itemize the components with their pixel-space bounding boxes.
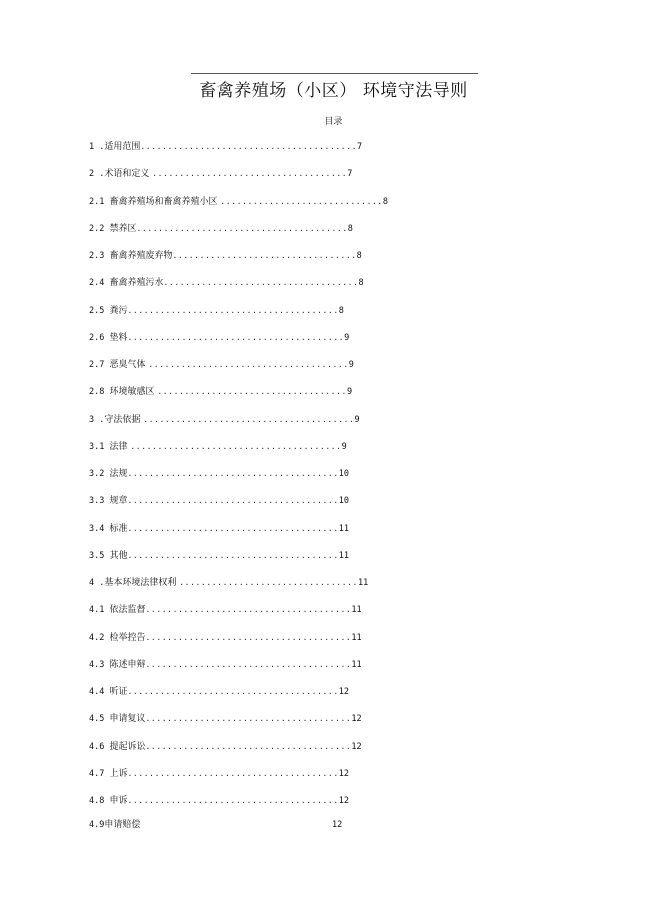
table-of-contents bbox=[89, 141, 388, 822]
toc-entry-number: 4.9 bbox=[89, 820, 105, 830]
toc-heading: 目录 bbox=[324, 117, 343, 127]
toc-entry-number: 4.6 bbox=[89, 741, 110, 752]
toc-entry-page: 12 bbox=[332, 820, 343, 830]
toc-entry bbox=[89, 523, 388, 550]
toc-entry-number: 4.7 bbox=[89, 768, 110, 779]
document-title: 畜禽养殖场（小区） 环境守法导则 bbox=[199, 81, 468, 101]
toc-entry-number: 3.1 bbox=[89, 441, 110, 452]
toc-entry-number: 2.4 bbox=[89, 278, 110, 289]
toc-entry-page: 8 bbox=[358, 278, 364, 289]
toc-entry-leader: .................................... bbox=[152, 169, 348, 179]
toc-entry-page: 9 bbox=[341, 441, 347, 452]
toc-entry-label: 检举控告 bbox=[109, 632, 146, 643]
toc-entry-number: 4.5 bbox=[89, 714, 110, 725]
toc-entry-label: 依法监督 bbox=[109, 605, 146, 616]
toc-entry-page: 12 bbox=[338, 687, 349, 697]
toc-entry-number: 2.5 bbox=[89, 305, 110, 316]
toc-entry-label: 法律 bbox=[109, 441, 131, 452]
toc-entry-label: 申请复议 bbox=[109, 714, 146, 725]
toc-entry-label: 恶臭气体 bbox=[109, 360, 149, 370]
toc-entry-page: 11 bbox=[351, 632, 362, 643]
toc-entry-leader: ....................................... bbox=[130, 441, 342, 451]
toc-entry-page: 11 bbox=[351, 659, 362, 670]
toc-entry bbox=[89, 495, 388, 522]
toc-entry-leader: ........................................ bbox=[127, 332, 345, 342]
toc-entry-number: 2.3 bbox=[89, 251, 110, 261]
toc-entry-page: 12 bbox=[338, 768, 349, 779]
toc-entry-page: 12 bbox=[338, 796, 349, 806]
toc-entry-page: 9 bbox=[344, 332, 350, 343]
toc-entry-page: 10 bbox=[338, 496, 349, 507]
toc-entry bbox=[89, 441, 388, 468]
toc-entry-leader: .................................. bbox=[172, 251, 357, 260]
toc-entry-number: 2.2 bbox=[89, 223, 110, 234]
toc-entry-page: 9 bbox=[346, 387, 353, 398]
toc-entry-leader: ....................................... bbox=[127, 550, 339, 560]
toc-entry-leader: ...................................... bbox=[145, 605, 352, 615]
toc-entry-number: 4.4 bbox=[89, 687, 110, 697]
toc-entry bbox=[89, 550, 388, 577]
toc-entry-leader: ....................................... bbox=[127, 523, 339, 533]
toc-entry-number: 3.4 bbox=[89, 523, 110, 534]
toc-entry bbox=[89, 632, 388, 659]
toc-entry-label: 环境敏感区 bbox=[109, 387, 158, 398]
toc-entry-number: 2 . bbox=[89, 169, 105, 180]
toc-entry bbox=[89, 686, 388, 713]
toc-entry-page: 11 bbox=[351, 605, 362, 616]
toc-entry-number: 3.2 bbox=[89, 469, 110, 479]
toc-entry-label: 畜禽养殖废弃物 bbox=[109, 251, 173, 261]
toc-entry-leader: .............................. bbox=[220, 196, 383, 206]
toc-entry bbox=[89, 141, 388, 168]
toc-entry-page: 11 bbox=[338, 523, 349, 534]
toc-entry-page: 8 bbox=[347, 223, 353, 234]
toc-entry-number: 2.7 bbox=[89, 360, 110, 370]
toc-entry-page: 11 bbox=[357, 578, 369, 588]
toc-entry bbox=[89, 168, 388, 195]
toc-entry-leader: ...................................... bbox=[145, 632, 352, 642]
toc-entry bbox=[89, 414, 388, 441]
toc-entry-leader: ....................................... bbox=[143, 414, 355, 424]
toc-entry-leader: ...................................... bbox=[145, 741, 352, 751]
toc-entry-leader: ..................................... bbox=[148, 360, 349, 369]
toc-entry bbox=[89, 713, 388, 740]
toc-entry-number: 4.3 bbox=[89, 659, 110, 670]
toc-entry-label: 申请赔偿 bbox=[104, 820, 141, 830]
toc-entry-label: 法规 bbox=[109, 469, 128, 479]
toc-entry-leader: ....................................... bbox=[127, 469, 339, 478]
toc-entry-label: 规章 bbox=[109, 496, 128, 507]
toc-entry-number: 2.6 bbox=[89, 332, 110, 343]
toc-entry-label: 禁养区 bbox=[109, 223, 137, 234]
toc-entry-leader: ....................................... bbox=[127, 305, 339, 315]
toc-entry bbox=[89, 741, 388, 768]
toc-entry-page: 9 bbox=[348, 360, 354, 370]
toc-entry-label: 守法依据 bbox=[104, 414, 144, 425]
toc-entry-label: 提起诉讼 bbox=[109, 741, 146, 752]
toc-entry-page: 12 bbox=[351, 714, 362, 725]
toc-entry-leader: ................................... bbox=[157, 387, 347, 397]
toc-entry-leader: ........................................ bbox=[140, 142, 358, 151]
toc-entry-leader: ...................................... bbox=[145, 714, 352, 724]
toc-entry bbox=[89, 223, 388, 250]
toc-entry-label: 畜禽养殖污水 bbox=[109, 278, 164, 289]
toc-entry-leader: ....................................... bbox=[127, 768, 339, 778]
toc-entry bbox=[89, 305, 388, 332]
toc-entry-label: 畜禽养殖场和畜禽养殖小区 bbox=[109, 196, 221, 207]
toc-entry-leader: .................................... bbox=[163, 278, 359, 288]
toc-entry-number: 1 . bbox=[89, 142, 105, 152]
toc-entry bbox=[89, 819, 343, 831]
toc-entry-number: 4.2 bbox=[89, 632, 110, 643]
toc-entry-label: 听证 bbox=[109, 687, 128, 697]
toc-entry-page: 7 bbox=[347, 169, 353, 180]
toc-entry-label: 上诉 bbox=[109, 768, 128, 779]
toc-entry bbox=[89, 768, 388, 795]
toc-entry bbox=[89, 604, 388, 631]
toc-entry-label: 标准 bbox=[109, 523, 128, 534]
toc-entry-label: 基本环境法律权利 bbox=[104, 578, 180, 588]
toc-entry-number: 3.5 bbox=[89, 550, 110, 561]
toc-entry-leader: ...................................... bbox=[145, 659, 352, 669]
toc-entry-number: 4 . bbox=[89, 578, 105, 588]
toc-entry-page: 11 bbox=[338, 550, 349, 561]
toc-entry-leader: ....................................... bbox=[136, 223, 348, 233]
toc-entry-leader: ................................. bbox=[179, 578, 358, 587]
toc-entry-label: 粪污 bbox=[109, 305, 128, 316]
toc-entry-number: 2.8 bbox=[89, 387, 110, 398]
toc-entry-label: 其他 bbox=[109, 550, 128, 561]
toc-entry-page: 10 bbox=[338, 469, 349, 479]
toc-entry bbox=[89, 386, 388, 413]
toc-entry-label: 垫料 bbox=[109, 332, 128, 343]
toc-entry-label: 适用范围 bbox=[104, 142, 141, 152]
toc-entry-label: 陈述申辩 bbox=[109, 659, 146, 670]
toc-entry-leader: ....................................... bbox=[127, 796, 339, 805]
toc-entry bbox=[89, 332, 388, 359]
toc-entry bbox=[89, 359, 388, 386]
toc-entry-leader: ....................................... bbox=[127, 687, 339, 696]
toc-entry bbox=[89, 468, 388, 495]
toc-entry-leader: ....................................... bbox=[127, 496, 339, 506]
toc-entry-page: 8 bbox=[382, 196, 388, 207]
toc-entry-page: 8 bbox=[356, 251, 362, 261]
toc-entry-page: 12 bbox=[351, 741, 362, 752]
toc-entry-label: 申诉 bbox=[109, 796, 128, 806]
toc-entry bbox=[89, 250, 388, 277]
toc-entry bbox=[89, 277, 388, 304]
toc-entry-page: 9 bbox=[354, 414, 360, 425]
toc-entry-number: 2.1 bbox=[89, 196, 110, 207]
toc-entry-page: 8 bbox=[338, 305, 344, 316]
toc-entry bbox=[89, 577, 388, 604]
toc-entry-number: 3.3 bbox=[89, 496, 110, 507]
toc-entry-number: 4.1 bbox=[89, 605, 110, 616]
title-rule bbox=[191, 73, 478, 74]
toc-entry bbox=[89, 659, 388, 686]
toc-entry bbox=[89, 196, 388, 223]
toc-entry-number: 3 . bbox=[89, 414, 105, 425]
toc-entry-page: 7 bbox=[357, 142, 363, 152]
toc-entry-label: 术语和定义 bbox=[104, 169, 153, 180]
toc-entry-number: 4.8 bbox=[89, 796, 110, 806]
